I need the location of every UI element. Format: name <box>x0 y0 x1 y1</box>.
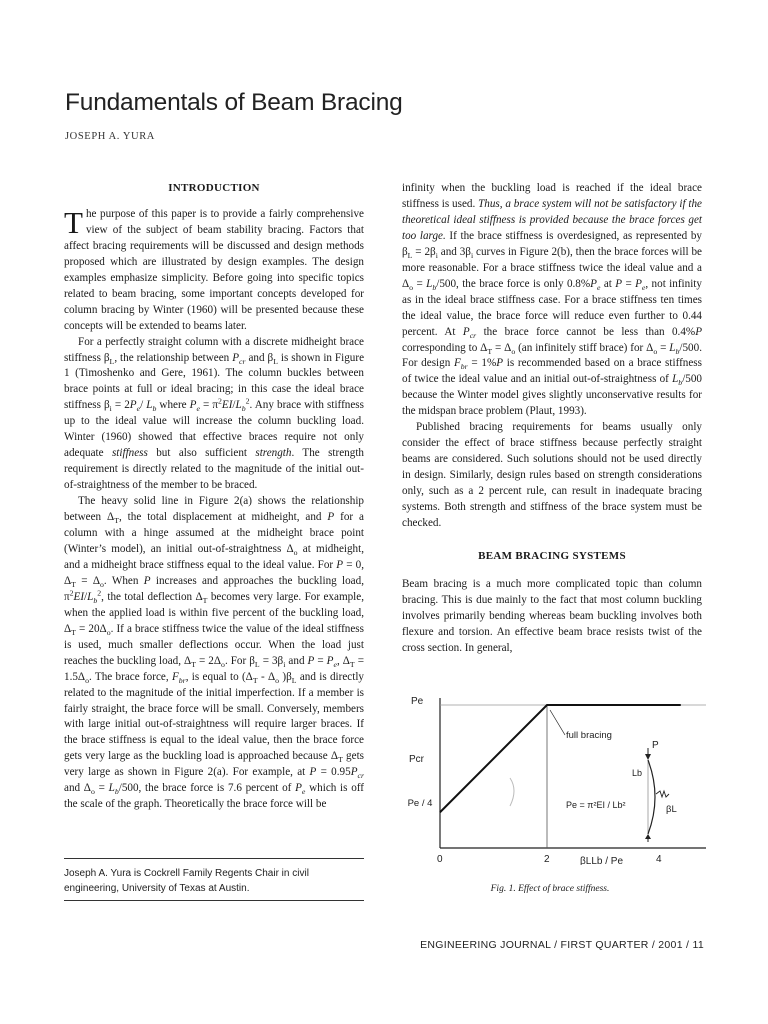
body-paragraph: infinity when the buckling load is reached if the ideal brace stiffness is used. Thus, a brace system will not be satisfactory if the theoretical ideal stiffness is provided because the brace forces get too large. If the brace stiffness is overdesigned, as represented by $\beta_L = 2\beta_i$ and $3\beta_i$ curves in Figure 2(b), then the brace forces will be more reasonable. For a brace stiffness twice the ideal value and a $\Delta_o = L_b/500$, the brace force is only $0.8\%P_e$ at $P = P_e$, not infinity as in the ideal brace stiffness case. For a brace stiffness ten times the ideal value, the brace force will reduce even further to 0.44 percent. At $P_{cr}$ the brace force cannot be less than 0.4%P corresponding to $\Delta_T = \Delta_o$ (an infinitely stiff brace) for $\Delta_o = L_b/500$. For design $F_{br} = 1\%P$ is recommended based on a brace stiffness of twice the ideal value and an initial out-of-straightness of $L_b/500$ because the Winter model gives slightly unconservative results for the midspan brace problem (Plaut, 1993). <box>402 182 703 418</box>
y-label-pe: Pe <box>411 696 424 707</box>
figure-1 <box>400 690 710 865</box>
load-label-p: P <box>652 740 659 751</box>
spring-brace-icon <box>656 791 669 797</box>
x-axis-label: βLLb / Pe <box>580 856 624 865</box>
body-paragraph: For a perfectly straight column with a discrete midheight brace stiffness $\beta_L$, the relationship between $P_{cr}$ and $\beta_L$ is shown in Figure 1 (Timoshenko and Gere, 1961). The column buckles between brace points at full or ideal bracing; in this case the ideal brace stiffness $\beta_i = 2P_e/$ $L_b$ where $P_e = \pi^2EI/L_b^2$. Any brace with stiffness up to the ideal value will increase the column buckling load. Winter (1960) showed that effective braces require not only adequate stiffness but also sufficient strength. The strength requirement is directly related to the magnitude of the initial out-of-straightness of the member to be braced. <box>64 335 365 492</box>
author-footnote: Joseph A. Yura is Cockrell Family Regents Chair in civil engineering, University of Texas at Austin. <box>64 868 309 894</box>
load-arrowhead <box>645 754 651 760</box>
article-author: JOSEPH A. YURA <box>65 131 155 142</box>
body-paragraph: The purpose of this paper is to provide a fairly comprehensive view of the subject of beam stability bracing. Factors that affect bracing requirements will be discussed and design methods proposed which are illustrated by design examples. The design examples emphasize simplicity. Before going into specific topics related to beam bracing, some important concepts developed for column bracing by Winter (1960) will be presented because these concepts will be extended to beams later. <box>64 204 364 332</box>
body-paragraph: The heavy solid line in Figure 2(a) shows the relationship between $\Delta_T$, the total displacement at midheight, and P for a column with a hinge assumed at the midheight brace point (Winter’s model), an initial out-of-straightness $\Delta_o$ at midheight, and a midheight brace stiffness equal to the ideal value. For P = 0, $\Delta_T = \Delta_o$. When P increases and approaches the buckling load, $\pi^2EI/L_b^2$, the total deflection $\Delta_T$ becomes very large. For example, when the applied load is within five percent of the buckling load, $\Delta_T = 20\Delta_o$. If a brace stiffness twice the value of the ideal stiffness is used, much smaller deflections occur. When the load just reaches the buckling load, $\Delta_T = 2\Delta_o$. For $\beta_L = 3\beta_i$ and $P = P_e$, $\Delta_T = 1.5\Delta_o$. The brace force, $F_{br}$, is equal to ($\Delta_T - \Delta_o$ )$\beta_L$ and is directly related to the magnitude of the initial imperfection. If a member is fairly straight, the brace force will be small. Conversely, members with large initial out-of-straightness will require larger braces. If the brace stiffness is equal to the ideal value, then the brace force gets very large as the buckling load is approached because $\Delta_T$ gets very large as shown in Figure 2(a). For example, at $P = 0.95P_{cr}$ and $\Delta_o = L_b/500$, the brace force is 7.6 percent of $P_e$ which is off the scale of the graph. Theoretically the brace force will be <box>64 495 365 811</box>
figure-caption: Fig. 1. Effect of brace stiffness. <box>490 884 610 894</box>
article-title: Fundamentals of Beam Bracing <box>65 89 403 116</box>
footnote-rule <box>64 858 364 859</box>
right-column <box>402 181 702 657</box>
body-paragraph: Published bracing requirements for beams usually only consider the effect of brace stiffness because perfectly straight beams are considered. Such solutions should not be used directly in design. Similarly, design rules based on strength considerations only, such as a 2 percent rule, can result in inadequate bracing systems. Both strength and stiffness of the brace system must be checked. <box>402 421 702 530</box>
annotation-full-bracing: full bracing <box>566 730 612 741</box>
brace-stiffness-chart <box>400 690 710 865</box>
drop-cap: T <box>64 204 83 240</box>
tick-label-4: 4 <box>656 854 662 865</box>
curve-sketch <box>510 778 514 806</box>
series-line-pcr <box>440 705 681 812</box>
y-label-pcr: Pcr <box>409 754 424 765</box>
tick-label-2: 2 <box>544 854 550 865</box>
reaction-arrowhead <box>645 834 651 839</box>
left-column <box>64 181 364 813</box>
y-label-pe-quarter: Pe / 4 <box>407 798 433 809</box>
formula-pe: Pe = π²EI / Lb² <box>566 800 626 810</box>
footnote-rule-bottom <box>64 900 364 901</box>
section-heading-beam-bracing-systems: BEAM BRACING SYSTEMS <box>478 549 626 562</box>
section-heading-introduction: INTRODUCTION <box>168 182 260 194</box>
body-paragraph: Beam bracing is a much more complicated topic than column bracing. This is due mainly to the fact that most column buckling involves primarily bending whereas beam buckling involves both flexure and torsion. An effective beam brace resists twist of the cross section. In general, <box>402 577 702 654</box>
length-label-lb: Lb <box>632 768 643 778</box>
brace-stiffness-label: βL <box>666 804 677 815</box>
annotation-leader <box>550 710 565 735</box>
tick-label-0: 0 <box>437 854 443 865</box>
buckled-column-shape <box>648 760 655 834</box>
page-footer: ENGINEERING JOURNAL / FIRST QUARTER / 2001 / 11 <box>420 939 704 951</box>
